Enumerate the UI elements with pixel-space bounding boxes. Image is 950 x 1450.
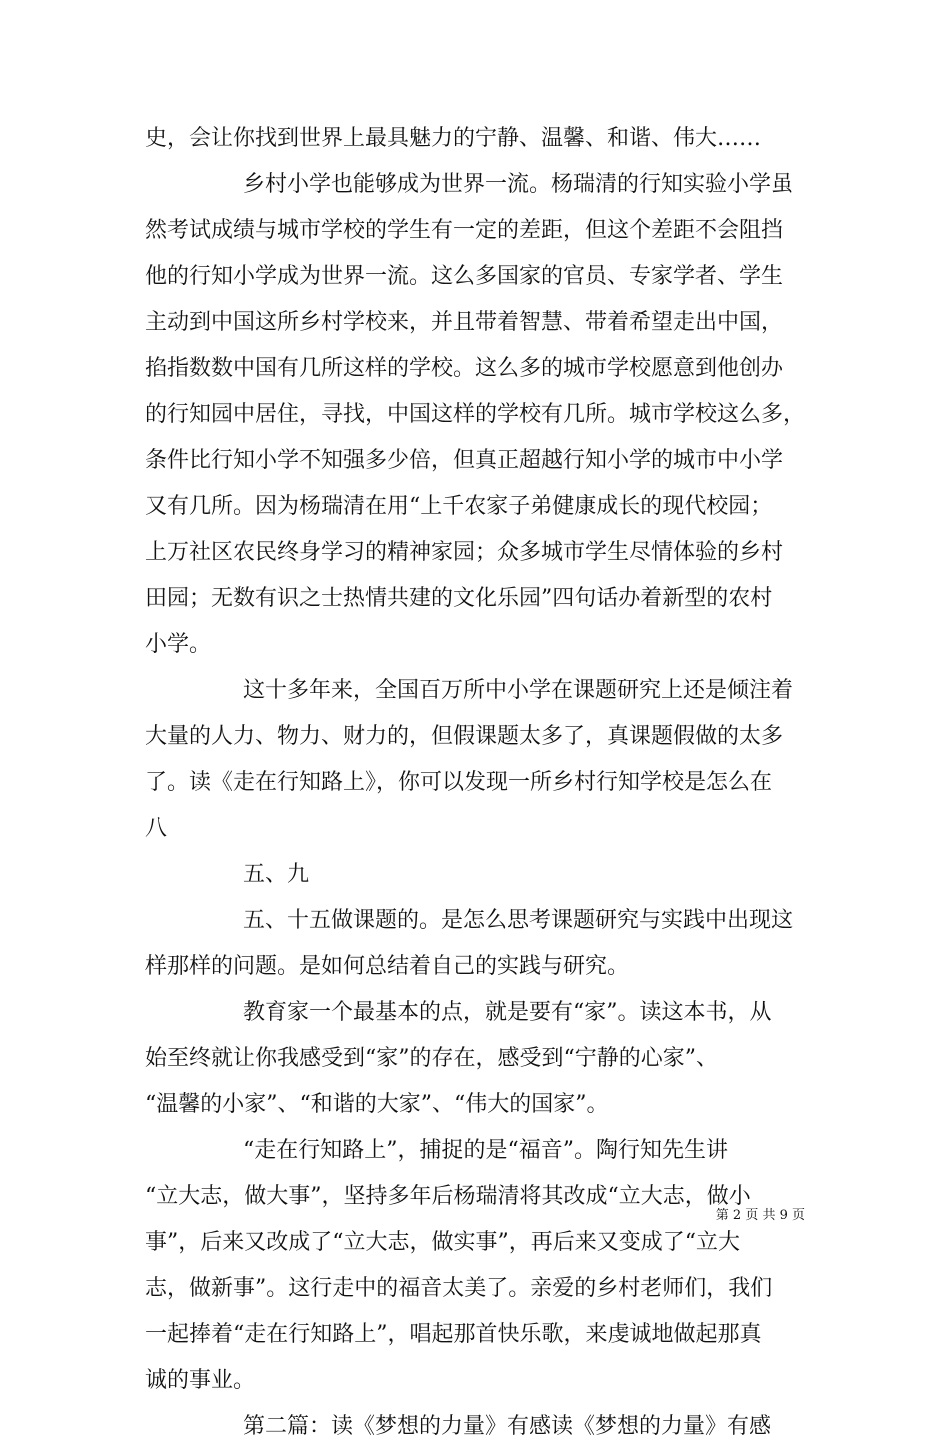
text-line: 然考试成绩与城市学校的学生有一定的差距，但这个差距不会阻挡 (145, 218, 784, 243)
text-line: 他的行知小学成为世界一流。这么多国家的官员、专家学者、学生 (145, 264, 784, 289)
text-line: 样那样的问题。是如何总结着自己的实践与研究。 (145, 954, 630, 979)
text-line: 又有几所。因为杨瑞清在用“上千农家子弟健康成长的现代校园； (145, 494, 773, 519)
text-line: 的行知园中居住，寻找，中国这样的学校有几所。城市学校这么多， (145, 402, 806, 427)
text-line: 田园；无数有识之士热情共建的文化乐园”四句话办着新型的农村 (145, 586, 773, 611)
text-line: 大量的人力、物力、财力的，但假课题太多了，真课题假做的太多 (145, 724, 784, 749)
text-line: 始至终就让你我感受到“家”的存在，感受到“宁静的心家”、 (145, 1046, 718, 1071)
paragraph-start: 乡村小学也能够成为世界一流。杨瑞清的行知实验小学虽 (243, 172, 794, 197)
text-line: 八 (145, 816, 168, 841)
text-line: “立大志，做大事”，坚持多年后杨瑞清将其改成“立大志，做小 (145, 1184, 751, 1209)
text-line: 史，会让你找到世界上最具魅力的宁静、温馨、和谐、伟大…… (145, 126, 762, 151)
text-line: 上万社区农民终身学习的精神家园；众多城市学生尽情体验的乡村 (145, 540, 784, 565)
paragraph-start: 五、十五做课题的。是怎么思考课题研究与实践中出现这 (243, 908, 794, 933)
text-line: 主动到中国这所乡村学校来，并且带着智慧、带着希望走出中国， (145, 310, 784, 335)
paragraph-start: “走在行知路上”，捕捉的是“福音”。陶行知先生讲 (243, 1138, 728, 1163)
text-line: 条件比行知小学不知强多少倍，但真正超越行知小学的城市中小学 (145, 448, 784, 473)
text-line: 掐指数数中国有几所这样的学校。这么多的城市学校愿意到他创办 (145, 356, 784, 381)
paragraph-start: 这十多年来，全国百万所中小学在课题研究上还是倾注着 (243, 678, 794, 703)
paragraph-start: 教育家一个最基本的点，就是要有“家”。读这本书，从 (243, 1000, 772, 1025)
text-line: 一起捧着“走在行知路上”，唱起那首快乐歌，来虔诚地做起那真 (145, 1322, 762, 1347)
text-line: 志，做新事”。这行走中的福音太美了。亲爱的乡村老师们，我们 (145, 1276, 773, 1301)
document-body (145, 116, 805, 1450)
text-line: 事”，后来又改成了“立大志，做实事”，再后来又变成了“立大 (145, 1230, 740, 1255)
text-line: 了。读《走在行知路上》，你可以发现一所乡村行知学校是怎么在 (145, 770, 773, 795)
text-line: 小学。 (145, 632, 212, 657)
paragraph-start: 五、九 (243, 862, 310, 887)
text-line: 诚的事业。 (145, 1368, 256, 1393)
text-line: “温馨的小家”、“和谐的大家”、“伟大的国家”。 (145, 1092, 609, 1117)
section-heading: 第二篇：读《梦想的力量》有感读《梦想的力量》有感 (243, 1414, 772, 1439)
page-number: 第 2 页 共 9 页 (715, 1208, 805, 1223)
